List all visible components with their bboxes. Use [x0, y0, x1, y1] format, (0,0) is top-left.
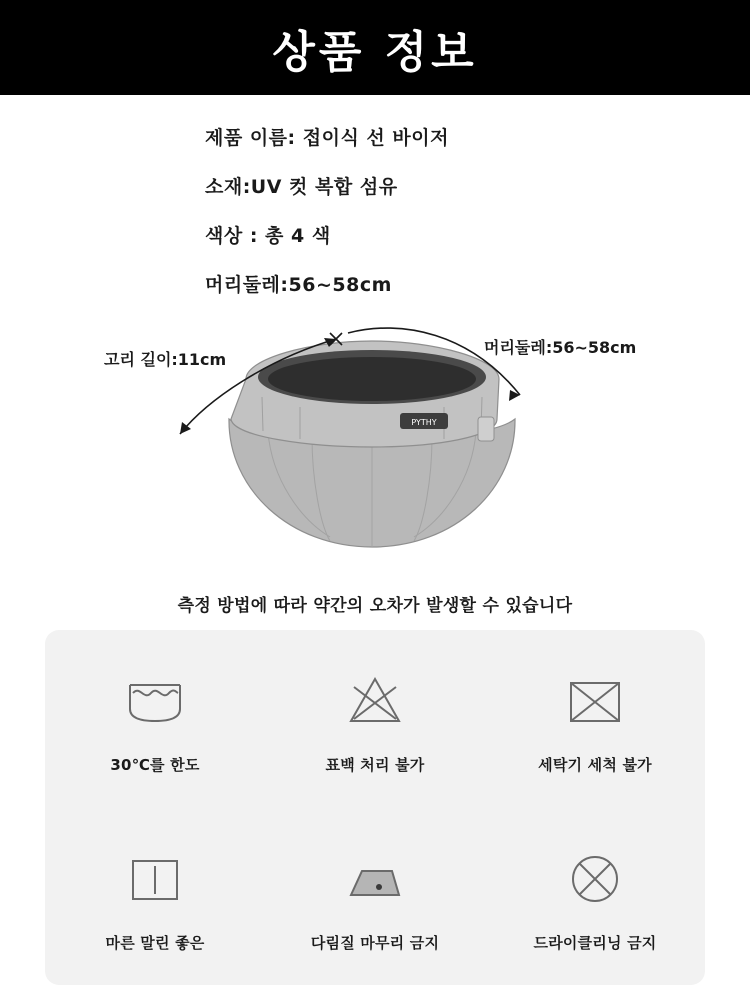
spec-list [0, 123, 750, 297]
care-item-iron-low [265, 808, 485, 986]
care-item-drip-dry [45, 808, 265, 986]
right-dimension-label: 머리둘레:56~58cm [484, 338, 637, 357]
care-instructions-panel [45, 630, 705, 985]
care-label: 다림질 마무리 금지 [310, 933, 440, 952]
care-label: 세탁기 세척 불가 [538, 756, 652, 775]
product-diagram [0, 319, 750, 589]
measurement-note: 측정 방법에 따라 약간의 오차가 발생할 수 있습니다 [177, 596, 573, 616]
no-bleach-icon [335, 662, 415, 740]
spec-item-circumference: 머리둘레:56~58cm [205, 274, 392, 296]
care-item-no-bleach [265, 630, 485, 808]
no-dry-clean-icon [555, 840, 635, 918]
no-machine-wash-icon [555, 662, 635, 740]
care-item-no-machine-wash [485, 630, 705, 808]
care-label: 표백 처리 불가 [325, 756, 425, 775]
care-item-wash-30 [45, 630, 265, 808]
brand-tag-text: PYTHY [411, 418, 437, 427]
left-dimension-label: 고리 길이:11cm [104, 350, 227, 369]
spec-item-name: 제품 이름: 접이식 선 바이저 [205, 127, 449, 149]
care-label: 마른 말린 좋은 [105, 933, 205, 952]
spec-item-color: 색상 : 총 4 색 [205, 225, 331, 247]
visor-buckle [478, 417, 494, 441]
page-header [0, 0, 750, 95]
spec-item-material: 소재:UV 컷 복합 섬유 [205, 176, 398, 198]
visor-opening-inner [268, 357, 476, 401]
care-label: 드라이클리닝 금지 [533, 933, 657, 952]
page-title: 상품 정보 [272, 26, 478, 78]
drip-dry-icon [115, 840, 195, 918]
care-label: 30℃를 한도 [110, 756, 200, 775]
right-dimension-arrowhead [509, 390, 520, 401]
wash-30-icon [115, 662, 195, 740]
iron-low-icon [335, 840, 415, 918]
care-item-no-dry-clean [485, 808, 705, 986]
